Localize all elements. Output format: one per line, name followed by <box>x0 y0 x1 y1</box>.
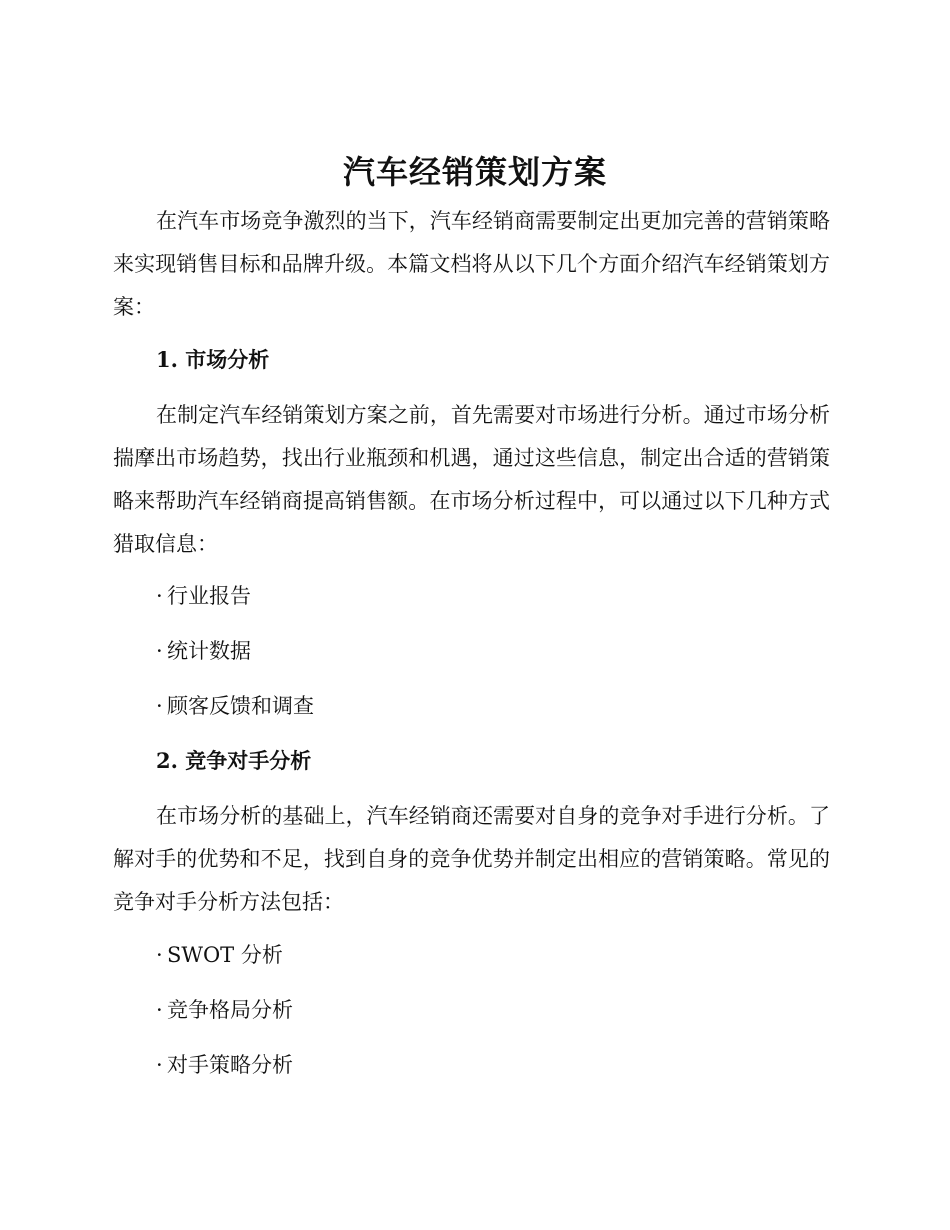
bullet-item <box>156 940 283 970</box>
bullet-marker: · <box>156 1053 163 1077</box>
section-heading-competitor-analysis: 2. 竞争对手分析 <box>156 748 312 773</box>
bullet-item <box>156 581 251 611</box>
bullet-text: 行业报告 <box>167 584 251 608</box>
bullet-text: 竞争格局分析 <box>167 998 293 1022</box>
document-title: 汽车经销策划方案 <box>342 153 607 191</box>
section-body-market-analysis: 在制定汽车经销策划方案之前，首先需要对市场进行分析。通过市场分析揣摩出市场趋势，找出行业瓶颈和机遇，通过这些信息，制定出合适的营销策略来帮助汽车经销商提高销售额。在市场分析过程中，可以通过以下几种方式猎取信息： <box>113 403 830 556</box>
bullet-marker: · <box>156 639 163 663</box>
bullet-text: 对手策略分析 <box>167 1053 293 1077</box>
section-heading-market-analysis: 1. 市场分析 <box>156 347 270 372</box>
bullet-item <box>156 691 314 721</box>
bullet-item <box>156 995 293 1025</box>
bullet-text: 顾客反馈和调查 <box>167 694 314 718</box>
bullet-text: SWOT 分析 <box>167 943 283 967</box>
bullet-marker: · <box>156 584 163 608</box>
section-body-competitor-analysis: 在市场分析的基础上，汽车经销商还需要对自身的竞争对手进行分析。了解对手的优势和不足，找到自身的竞争优势并制定出相应的营销策略。常见的竞争对手分析方法包括： <box>113 804 830 914</box>
bullet-item <box>156 1050 293 1080</box>
bullet-marker: · <box>156 943 163 967</box>
bullet-marker: · <box>156 998 163 1022</box>
intro-paragraph: 在汽车市场竞争激烈的当下，汽车经销商需要制定出更加完善的营销策略来实现销售目标和品牌升级。本篇文档将从以下几个方面介绍汽车经销策划方案： <box>113 209 830 319</box>
bullet-text: 统计数据 <box>167 639 251 663</box>
bullet-item <box>156 636 251 666</box>
bullet-marker: · <box>156 694 163 718</box>
